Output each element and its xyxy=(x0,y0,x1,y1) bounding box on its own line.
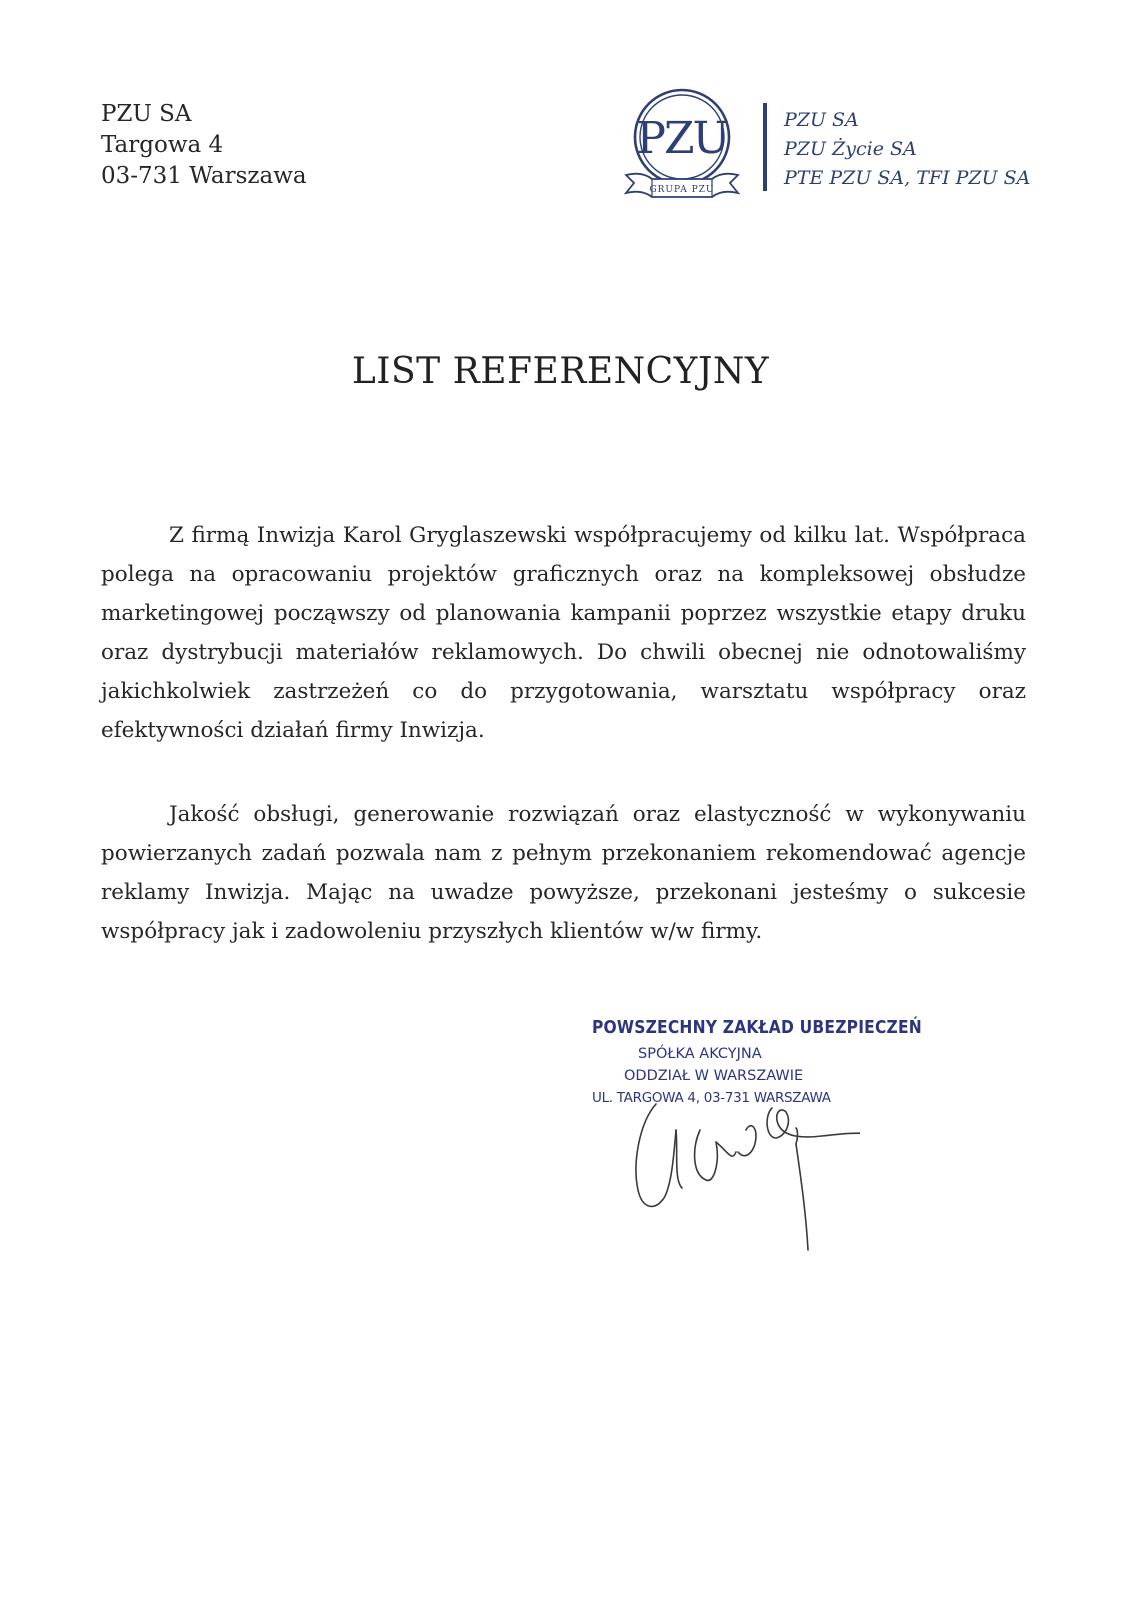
paragraph-text: Z firmą Inwizja Karol Gryglaszewski współpracujemy od kilku lat. Współpraca polega na opracowaniu projektów graficznych oraz na kompleksowej obsłudze marketingowej począwszy od planowania kampanii poprzez wszystkie etapy druku oraz dystrybucji materiałów reklamowych. Do chwili obecnej nie odnotowaliśmy jakichkolwiek zastrzeżeń co do przygotowania, warsztatu współpracy oraz efektywności działań firmy Inwizja. xyxy=(101,523,1026,743)
sender-company: PZU SA xyxy=(101,101,192,127)
stamp-line-4: UL. TARGOWA 4, 03-731 WARSZAWA xyxy=(592,1090,831,1106)
sender-address xyxy=(101,99,307,192)
brand-divider xyxy=(763,103,767,191)
stamp-line-1: POWSZECHNY ZAKŁAD UBEZPIECZEŃ xyxy=(592,1016,922,1038)
stamp-line-2: SPÓŁKA AKCYJNA xyxy=(638,1046,762,1062)
brand-pzu-zycie: PZU Życie SA xyxy=(784,138,917,160)
body-paragraph-2 xyxy=(101,795,1026,951)
pzu-logo-letters: PZU xyxy=(636,113,728,164)
brand-pte-tfi: PTE PZU SA, TFI PZU SA xyxy=(784,167,1031,189)
paragraph-text: Jakość obsługi, generowanie rozwiązań oraz elastyczność w wykonywaniu powierzanych zadań pozwala nam z pełnym przekonaniem rekomendować agencje reklamy Inwizja. Mając na uwadze powyższe, przekonani jesteśmy o sukcesie współpracy jak i zadowoleniu przyszłych klientów w/w firmy. xyxy=(101,802,1026,944)
document-title: LIST REFERENCYJNY xyxy=(351,351,770,392)
sender-street: Targowa 4 xyxy=(101,132,224,158)
pzu-logo-ribbon-text: GRUPA PZU xyxy=(649,185,715,195)
pzu-logo-icon xyxy=(618,83,746,211)
brand-pzu-sa: PZU SA xyxy=(784,109,859,131)
sender-city: 03-731 Warszawa xyxy=(101,163,307,189)
stamp-line-3: ODDZIAŁ W WARSZAWIE xyxy=(624,1068,804,1084)
group-brands xyxy=(784,106,1030,193)
handwritten-signature-icon xyxy=(560,1012,860,1262)
company-stamp xyxy=(560,1012,922,1262)
body-paragraph-1 xyxy=(101,516,1026,750)
